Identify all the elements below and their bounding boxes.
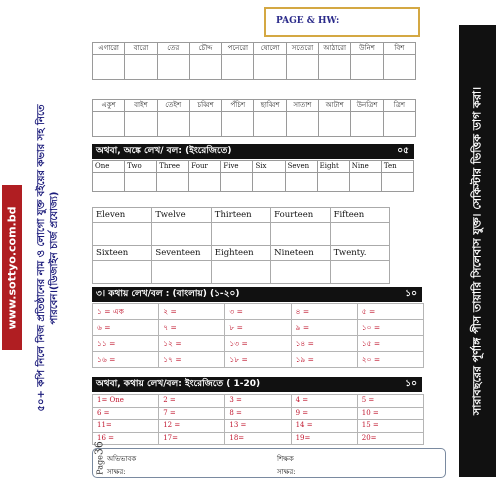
section-marks: ১০ <box>405 289 417 299</box>
answer-cell[interactable] <box>286 55 318 80</box>
teacher-label: শিক্ষক <box>277 455 294 463</box>
table-cell: চব্বিশ <box>189 100 221 112</box>
table-row <box>93 304 424 320</box>
table-cell: Twelve <box>152 208 211 223</box>
table-row <box>93 161 414 173</box>
website-url: www.sottyo.com.bd <box>5 206 19 329</box>
table-cell[interactable]: 9 = <box>291 407 357 420</box>
answer-cell[interactable] <box>351 112 383 137</box>
answer-cell[interactable] <box>285 173 317 192</box>
table-cell[interactable]: ১৩ = <box>225 336 291 352</box>
teacher-sign-label: সাক্ষর: <box>277 468 296 476</box>
table-cell[interactable]: ১২ = <box>159 336 225 352</box>
table-cell[interactable]: 8 = <box>225 407 291 420</box>
table-cell[interactable]: 1= One <box>93 395 159 408</box>
section-marks: ১০ <box>405 379 417 389</box>
table-cell[interactable]: ৮ = <box>225 320 291 336</box>
table-cell[interactable]: ৪ = <box>291 304 357 320</box>
answer-cell[interactable] <box>271 261 330 284</box>
page-hw-box <box>264 7 420 37</box>
table-cell[interactable]: 10 = <box>357 407 423 420</box>
table-row <box>93 320 424 336</box>
table-cell[interactable]: 17= <box>159 432 225 445</box>
table-row <box>93 223 390 246</box>
answer-cell[interactable] <box>125 112 157 137</box>
table-row <box>93 336 424 352</box>
signature-box <box>92 448 446 478</box>
table-cell: পঁচিশ <box>222 100 254 112</box>
table-cell: Fourteen <box>271 208 330 223</box>
guardian-sign-label: সাক্ষর: <box>107 468 126 476</box>
answer-cell[interactable] <box>93 55 125 80</box>
page-hw-label: PAGE & HW: <box>276 16 340 26</box>
bengali-number-table-2 <box>92 99 416 137</box>
table-cell: Thirteen <box>211 208 270 223</box>
table-cell[interactable]: 5 = <box>357 395 423 408</box>
table-cell: তের <box>157 43 189 55</box>
table-cell[interactable]: ১৯ = <box>291 352 357 368</box>
page-number-value: 36 <box>92 441 106 456</box>
table-cell: তেইশ <box>157 100 189 112</box>
table-cell[interactable]: 19= <box>291 432 357 445</box>
offer-note-text: ৫০+ কপি নিলে নিজ প্রতিষ্ঠানের নাম ও লোগো যুক্ত বইয়ের কভার সহ নিতে পারবেন।(ডিজাইন চার্জ প্রযোজ্য) <box>36 104 60 411</box>
answer-cell[interactable] <box>157 112 189 137</box>
answer-cell[interactable] <box>254 112 286 137</box>
section-title: ৩। কথায় লেখ/বল : (বাংলায়) (১-২০) <box>96 289 240 299</box>
table-row <box>93 407 424 420</box>
answer-cell[interactable] <box>330 261 389 284</box>
table-cell[interactable]: 18= <box>225 432 291 445</box>
answer-cell[interactable] <box>349 173 381 192</box>
table-cell: Four <box>189 161 221 173</box>
table-cell: Eleven <box>93 208 152 223</box>
answer-cell[interactable] <box>125 55 157 80</box>
table-cell: Seventeen <box>152 246 211 261</box>
answer-cell[interactable] <box>319 55 351 80</box>
table-cell[interactable]: ১ = এক <box>93 304 159 320</box>
answer-cell[interactable] <box>93 112 125 137</box>
answer-cell[interactable] <box>211 261 270 284</box>
page-label: Page <box>95 455 105 475</box>
table-row <box>93 43 416 55</box>
table-cell: Eighteen <box>211 246 270 261</box>
table-cell: বিশ <box>383 43 415 55</box>
guardian-label: অভিভাবক <box>107 455 137 463</box>
section-title: অথবা, অঙ্কে লেখ/ বল: (ইংরেজিতে) <box>96 146 232 156</box>
answer-cell[interactable] <box>286 112 318 137</box>
table-cell[interactable]: ৩ = <box>225 304 291 320</box>
table-cell: Seven <box>285 161 317 173</box>
table-cell[interactable]: 12 = <box>159 420 225 433</box>
table-cell[interactable]: 4 = <box>291 395 357 408</box>
table-cell: Three <box>157 161 189 173</box>
syllabus-banner <box>459 25 496 477</box>
answer-cell[interactable] <box>221 173 253 192</box>
answer-cell[interactable] <box>189 173 221 192</box>
offer-note <box>26 90 70 425</box>
answer-cell[interactable] <box>383 112 415 137</box>
section-header-english-words <box>92 377 422 392</box>
table-cell[interactable]: ১৫ = <box>357 336 423 352</box>
table-cell[interactable]: ২০ = <box>357 352 423 368</box>
answer-cell[interactable] <box>125 173 157 192</box>
table-row <box>93 395 424 408</box>
table-cell[interactable]: ৬ = <box>93 320 159 336</box>
table-cell[interactable]: 13 = <box>225 420 291 433</box>
table-cell[interactable]: ১০ = <box>357 320 423 336</box>
answer-cell[interactable] <box>253 173 285 192</box>
table-cell: Fifteen <box>330 208 389 223</box>
table-cell: বাইশ <box>125 100 157 112</box>
section-marks: ০৫ <box>397 146 409 156</box>
table-cell[interactable]: 15 = <box>357 420 423 433</box>
table-cell[interactable]: ২ = <box>159 304 225 320</box>
table-cell: আঠারো <box>319 43 351 55</box>
table-cell: ত্রিশ <box>383 100 415 112</box>
bengali-number-table-1 <box>92 42 416 80</box>
table-cell: চৌদ্দ <box>189 43 221 55</box>
table-cell: Nine <box>349 161 381 173</box>
english-teens-table <box>92 207 390 284</box>
table-cell[interactable]: 2 = <box>159 395 225 408</box>
table-row <box>93 246 390 261</box>
table-row <box>93 432 424 445</box>
table-row <box>93 420 424 433</box>
syllabus-banner-text: সারাবছরের পূর্ণাঙ্গ পীস তায়ারি সিলেবাস যুক্ত। সেকিস্টার ভিত্তিক ডাগ করা। <box>470 86 483 416</box>
english-count-table <box>92 394 424 445</box>
table-row <box>93 261 390 284</box>
answer-cell[interactable] <box>330 223 389 246</box>
table-row <box>93 352 424 368</box>
table-cell: One <box>93 161 125 173</box>
answer-cell[interactable] <box>157 55 189 80</box>
table-cell: উনিশ <box>351 43 383 55</box>
table-cell: আটাশ <box>319 100 351 112</box>
table-cell: ষোলো <box>254 43 286 55</box>
table-cell[interactable]: ৭ = <box>159 320 225 336</box>
answer-cell[interactable] <box>351 55 383 80</box>
answer-cell[interactable] <box>93 223 152 246</box>
table-cell[interactable]: ১৭ = <box>159 352 225 368</box>
table-cell[interactable]: ৫ = <box>357 304 423 320</box>
bengali-count-table <box>92 303 424 368</box>
table-row <box>93 173 414 192</box>
table-cell: পনেরো <box>222 43 254 55</box>
answer-cell[interactable] <box>157 173 189 192</box>
answer-cell[interactable] <box>271 223 330 246</box>
table-cell: Nineteen <box>271 246 330 261</box>
table-cell: উনত্রিশ <box>351 100 383 112</box>
answer-cell[interactable] <box>189 112 221 137</box>
table-cell: Sixteen <box>93 246 152 261</box>
answer-cell[interactable] <box>93 261 152 284</box>
table-cell: Two <box>125 161 157 173</box>
table-row <box>93 208 390 223</box>
table-cell[interactable]: ১১ = <box>93 336 159 352</box>
table-row <box>93 100 416 112</box>
answer-cell[interactable] <box>381 173 413 192</box>
table-cell: ছাব্বিশ <box>254 100 286 112</box>
table-cell[interactable]: 3 = <box>225 395 291 408</box>
table-cell: বারো <box>125 43 157 55</box>
answer-cell[interactable] <box>319 112 351 137</box>
answer-cell[interactable] <box>222 55 254 80</box>
table-cell: সতেরো <box>286 43 318 55</box>
section-header-english-numbers <box>92 144 414 159</box>
answer-cell[interactable] <box>254 55 286 80</box>
table-cell: Ten <box>381 161 413 173</box>
table-cell[interactable]: ১৬ = <box>93 352 159 368</box>
table-cell: Twenty. <box>330 246 389 261</box>
table-cell[interactable]: 7 = <box>159 407 225 420</box>
table-cell: Six <box>253 161 285 173</box>
table-cell[interactable]: 11= <box>93 420 159 433</box>
answer-cell[interactable] <box>189 55 221 80</box>
table-row <box>93 55 416 80</box>
table-cell[interactable]: ৯ = <box>291 320 357 336</box>
table-cell: Eight <box>317 161 349 173</box>
table-cell: একুশ <box>93 100 125 112</box>
table-cell: Five <box>221 161 253 173</box>
table-cell[interactable]: ১৮ = <box>225 352 291 368</box>
table-row <box>93 112 416 137</box>
english-number-table <box>92 160 414 192</box>
table-cell: সাতাশ <box>286 100 318 112</box>
answer-cell[interactable] <box>383 55 415 80</box>
table-cell[interactable]: 20= <box>357 432 423 445</box>
section-title: অথবা, কথায় লেখ/বল: ইংরেজিতে ( 1-20) <box>96 379 261 389</box>
table-cell[interactable]: 14 = <box>291 420 357 433</box>
answer-cell[interactable] <box>93 173 125 192</box>
answer-cell[interactable] <box>222 112 254 137</box>
section-header-bengali-words <box>92 287 422 302</box>
table-cell: এগারো <box>93 43 125 55</box>
answer-cell[interactable] <box>152 223 211 246</box>
website-banner <box>2 185 22 350</box>
table-cell[interactable]: 16 = <box>93 432 159 445</box>
table-cell[interactable]: 6 = <box>93 407 159 420</box>
answer-cell[interactable] <box>317 173 349 192</box>
answer-cell[interactable] <box>211 223 270 246</box>
answer-cell[interactable] <box>152 261 211 284</box>
table-cell[interactable]: ১৪ = <box>291 336 357 352</box>
